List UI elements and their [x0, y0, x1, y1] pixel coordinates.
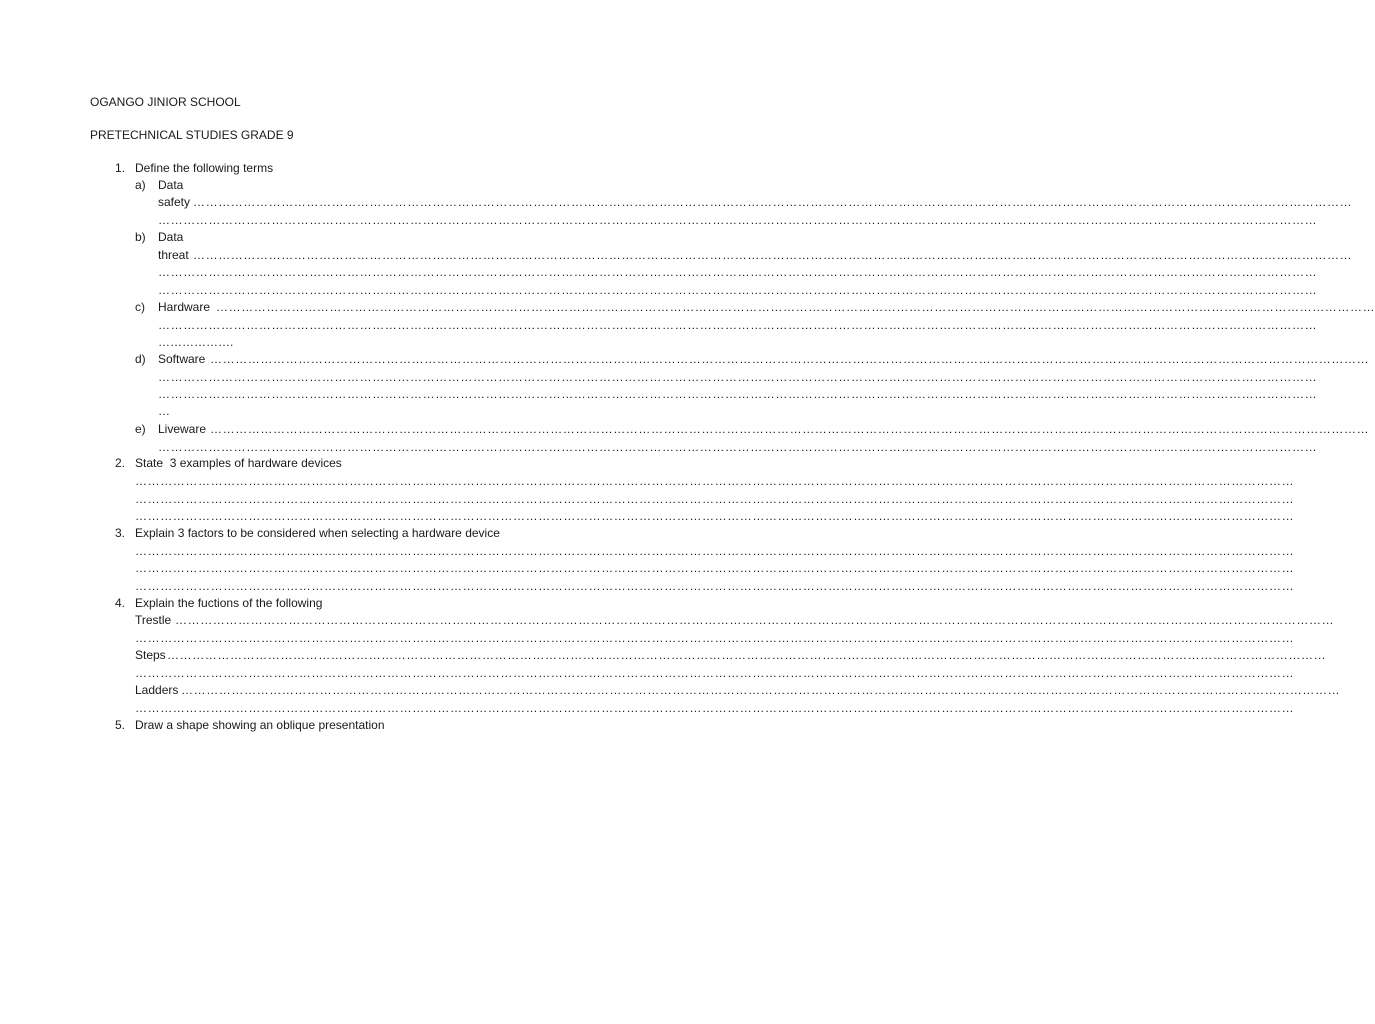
answer-line: ……………………………………………………………………………………………………………………………………………………………………………………………………………………………………………………	[175, 613, 1335, 627]
answer-line: ……………………………………………………………………………………………………………………………………………………………………………………………………………………………………………………	[193, 248, 1353, 262]
answer-line: ……………………………………………………………………………………………………………………………………………………………………………………………………………………………………………………	[135, 474, 1295, 488]
school-name: OGANGO JINIOR SCHOOL	[90, 95, 241, 109]
item-e-letter: e)	[135, 422, 146, 436]
question-5-text: Draw a shape showing an oblique presentation	[135, 718, 385, 732]
answer-line: ……………………………………………………………………………………………………………………………………………………………………………………………………………………………………………………	[135, 561, 1295, 575]
question-4-number: 4.	[115, 596, 126, 610]
question-5-number: 5.	[115, 718, 126, 732]
answer-line-tail: …	[158, 404, 170, 418]
question-3-text: Explain 3 factors to be considered when selecting a hardware device	[135, 526, 500, 540]
item-c-letter: c)	[135, 300, 145, 314]
answer-line: ……………………………………………………………………………………………………………………………………………………………………………………………………………………………………………………	[181, 683, 1341, 697]
question-2-text: State 3 examples of hardware devices	[135, 456, 342, 470]
item-a-term: safety	[158, 195, 191, 209]
answer-line: ……………………………………………………………………………………………………………………………………………………………………………………………………………………………………………………	[158, 440, 1318, 454]
answer-line: ……………………………………………………………………………………………………………………………………………………………………………………………………………………………………………………	[158, 370, 1318, 384]
item-b-word: Data	[158, 230, 184, 244]
answer-line: ……………………………………………………………………………………………………………………………………………………………………………………………………………………………………………………	[135, 492, 1295, 506]
answer-line-tail: ……………….	[158, 335, 234, 349]
answer-line: ……………………………………………………………………………………………………………………………………………………………………………………………………………………………………………………	[216, 300, 1375, 314]
answer-line: ……………………………………………………………………………………………………………………………………………………………………………………………………………………………………………………	[210, 422, 1370, 436]
answer-line: ……………………………………………………………………………………………………………………………………………………………………………………………………………………………………………………	[135, 579, 1295, 593]
answer-line: ……………………………………………………………………………………………………………………………………………………………………………………………………………………………………………………	[167, 648, 1327, 662]
item-b-term: threat	[158, 248, 189, 262]
item-b-letter: b)	[135, 230, 146, 244]
answer-line: ……………………………………………………………………………………………………………………………………………………………………………………………………………………………………………………	[135, 701, 1295, 715]
answer-line: ……………………………………………………………………………………………………………………………………………………………………………………………………………………………………………………	[135, 544, 1295, 558]
question-3-number: 3.	[115, 526, 126, 540]
question-2-number: 2.	[115, 456, 126, 470]
question-1-text: Define the following terms	[135, 161, 274, 175]
question-4-text: Explain the fuctions of the following	[135, 596, 323, 610]
subject-title: PRETECHNICAL STUDIES GRADE 9	[90, 128, 294, 142]
answer-line: ……………………………………………………………………………………………………………………………………………………………………………………………………………………………………………………	[158, 318, 1318, 332]
answer-line: ……………………………………………………………………………………………………………………………………………………………………………………………………………………………………………………	[135, 509, 1295, 523]
answer-line: ……………………………………………………………………………………………………………………………………………………………………………………………………………………………………………………	[158, 387, 1318, 401]
answer-line: ……………………………………………………………………………………………………………………………………………………………………………………………………………………………………………………	[158, 283, 1318, 297]
item-d-term: Software	[158, 352, 206, 366]
steps-term: Steps	[135, 648, 166, 662]
question-1-number: 1.	[115, 161, 126, 175]
answer-line: ……………………………………………………………………………………………………………………………………………………………………………………………………………………………………………………	[135, 631, 1295, 645]
answer-line: ……………………………………………………………………………………………………………………………………………………………………………………………………………………………………………………	[135, 666, 1295, 680]
item-a-letter: a)	[135, 178, 146, 192]
answer-line: ……………………………………………………………………………………………………………………………………………………………………………………………………………………………………………………	[158, 265, 1318, 279]
answer-line: ……………………………………………………………………………………………………………………………………………………………………………………………………………………………………………………	[158, 213, 1318, 227]
trestle-term: Trestle	[135, 613, 172, 627]
answer-line: ……………………………………………………………………………………………………………………………………………………………………………………………………………………………………………………	[193, 195, 1353, 209]
item-a-word: Data	[158, 178, 184, 192]
item-d-letter: d)	[135, 352, 146, 366]
ladders-term: Ladders	[135, 683, 179, 697]
item-c-term: Hardware	[158, 300, 214, 314]
item-e-term: Liveware	[158, 422, 207, 436]
answer-line: ……………………………………………………………………………………………………………………………………………………………………………………………………………………………………………………	[210, 352, 1370, 366]
